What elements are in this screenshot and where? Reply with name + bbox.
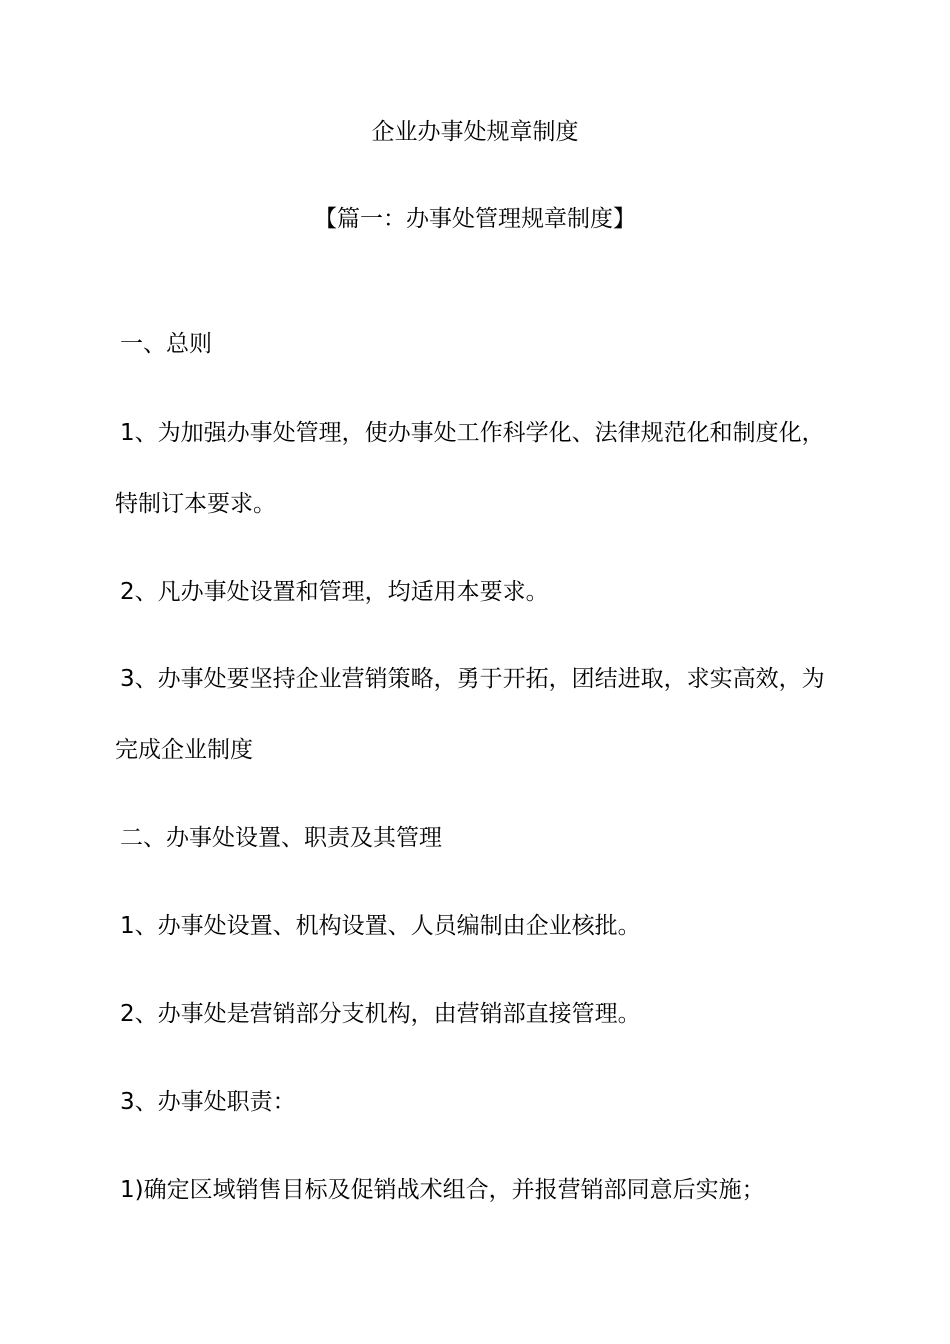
paragraph-line: 1)确定区域销售目标及促销战术组合，并报营销部同意后实施；	[120, 1177, 765, 1203]
paragraph-line: 1、为加强办事处管理，使办事处工作科学化、法律规范化和制度化，	[120, 420, 825, 446]
document-title: 企业办事处规章制度	[371, 119, 579, 145]
section-heading: 二、办事处设置、职责及其管理	[120, 825, 442, 851]
paragraph-line: 1、办事处设置、机构设置、人员编制由企业核批。	[120, 913, 641, 939]
document-subtitle: 【篇一：办事处管理规章制度】	[314, 206, 636, 232]
paragraph-line: 2、凡办事处设置和管理，均适用本要求。	[120, 579, 549, 605]
section-heading: 一、总则	[120, 331, 212, 357]
paragraph-line: 2、办事处是营销部分支机构，由营销部直接管理。	[120, 1001, 641, 1027]
paragraph-line: 特制订本要求。	[115, 491, 276, 517]
paragraph-line: 完成企业制度	[115, 737, 253, 763]
paragraph-line: 3、办事处要坚持企业营销策略，勇于开拓，团结进取，求实高效，为	[120, 666, 825, 692]
paragraph-line: 3、办事处职责：	[120, 1089, 296, 1115]
